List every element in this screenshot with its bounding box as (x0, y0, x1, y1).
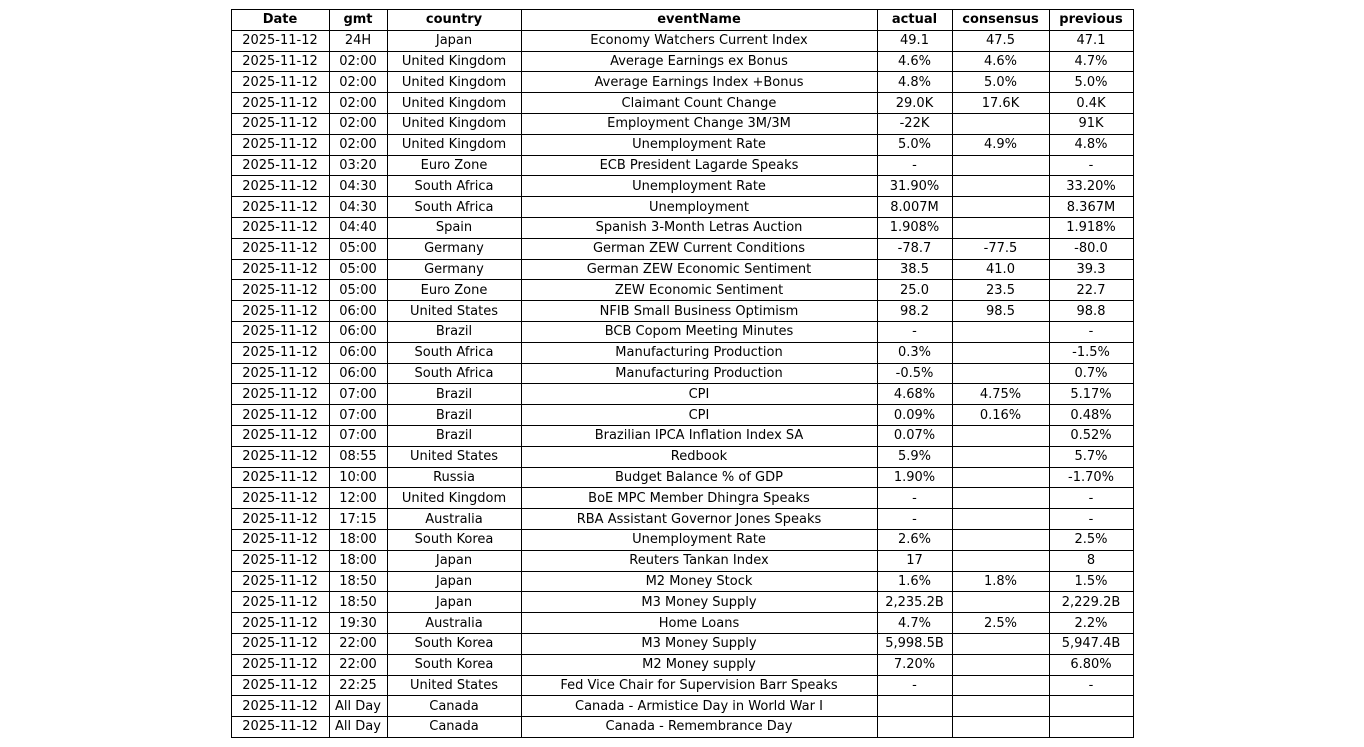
cell-country: United Kingdom (387, 488, 521, 509)
cell-date: 2025-11-12 (231, 717, 329, 738)
cell-consensus: 47.5 (952, 30, 1049, 51)
cell-event-name: Employment Change 3M/3M (521, 113, 877, 134)
cell-previous: 0.52% (1049, 425, 1133, 446)
cell-actual: 25.0 (877, 280, 952, 301)
cell-actual: 29.0K (877, 93, 952, 114)
table-row (231, 717, 1133, 738)
cell-previous: 5.0% (1049, 72, 1133, 93)
cell-actual: - (877, 675, 952, 696)
cell-date: 2025-11-12 (231, 134, 329, 155)
table-body (231, 30, 1133, 737)
cell-previous: 5.7% (1049, 446, 1133, 467)
cell-consensus (952, 321, 1049, 342)
cell-country: United Kingdom (387, 134, 521, 155)
cell-event-name: Fed Vice Chair for Supervision Barr Speaks (521, 675, 877, 696)
cell-consensus: 23.5 (952, 280, 1049, 301)
cell-event-name: Average Earnings ex Bonus (521, 51, 877, 72)
cell-gmt: 03:20 (329, 155, 387, 176)
cell-previous: 39.3 (1049, 259, 1133, 280)
table-row (231, 446, 1133, 467)
cell-gmt: 05:00 (329, 259, 387, 280)
cell-country: Brazil (387, 425, 521, 446)
table-row (231, 217, 1133, 238)
cell-consensus (952, 529, 1049, 550)
cell-event-name: Manufacturing Production (521, 342, 877, 363)
cell-consensus: 5.0% (952, 72, 1049, 93)
cell-consensus (952, 425, 1049, 446)
cell-consensus (952, 342, 1049, 363)
cell-gmt: 18:50 (329, 571, 387, 592)
table-row (231, 197, 1133, 218)
cell-date: 2025-11-12 (231, 30, 329, 51)
cell-date: 2025-11-12 (231, 176, 329, 197)
cell-country: Japan (387, 571, 521, 592)
table-row (231, 363, 1133, 384)
cell-gmt: 06:00 (329, 321, 387, 342)
cell-event-name: Unemployment (521, 197, 877, 218)
cell-gmt: 06:00 (329, 342, 387, 363)
cell-actual: 49.1 (877, 30, 952, 51)
table-row (231, 113, 1133, 134)
table-row (231, 30, 1133, 51)
cell-date: 2025-11-12 (231, 550, 329, 571)
cell-actual: - (877, 321, 952, 342)
cell-consensus (952, 446, 1049, 467)
cell-consensus: 98.5 (952, 301, 1049, 322)
cell-date: 2025-11-12 (231, 384, 329, 405)
cell-gmt: 07:00 (329, 425, 387, 446)
cell-consensus (952, 363, 1049, 384)
cell-country: United States (387, 675, 521, 696)
cell-previous: 5.17% (1049, 384, 1133, 405)
table-row (231, 488, 1133, 509)
table-row (231, 321, 1133, 342)
cell-event-name: Brazilian IPCA Inflation Index SA (521, 425, 877, 446)
cell-event-name: M3 Money Supply (521, 592, 877, 613)
table-row (231, 176, 1133, 197)
cell-actual: 4.7% (877, 613, 952, 634)
cell-previous: - (1049, 509, 1133, 530)
cell-actual: 4.6% (877, 51, 952, 72)
cell-actual: - (877, 488, 952, 509)
cell-event-name: Redbook (521, 446, 877, 467)
table-row (231, 134, 1133, 155)
cell-date: 2025-11-12 (231, 425, 329, 446)
cell-previous: 98.8 (1049, 301, 1133, 322)
economic-calendar-table (231, 9, 1134, 738)
cell-previous: 91K (1049, 113, 1133, 134)
cell-date: 2025-11-12 (231, 301, 329, 322)
cell-date: 2025-11-12 (231, 259, 329, 280)
cell-gmt: 07:00 (329, 384, 387, 405)
column-header-actual: actual (877, 10, 952, 31)
cell-consensus (952, 113, 1049, 134)
cell-actual: 4.68% (877, 384, 952, 405)
cell-previous: 47.1 (1049, 30, 1133, 51)
cell-country: Canada (387, 717, 521, 738)
cell-previous: - (1049, 155, 1133, 176)
cell-gmt: 04:30 (329, 176, 387, 197)
cell-country: Germany (387, 259, 521, 280)
cell-actual (877, 717, 952, 738)
cell-consensus (952, 197, 1049, 218)
cell-country: United Kingdom (387, 93, 521, 114)
column-header-event-name: eventName (521, 10, 877, 31)
cell-event-name: NFIB Small Business Optimism (521, 301, 877, 322)
cell-country: Russia (387, 467, 521, 488)
cell-country: Australia (387, 509, 521, 530)
cell-previous: 6.80% (1049, 654, 1133, 675)
cell-country: Japan (387, 592, 521, 613)
cell-gmt: 02:00 (329, 51, 387, 72)
cell-consensus: 2.5% (952, 613, 1049, 634)
cell-event-name: Spanish 3-Month Letras Auction (521, 217, 877, 238)
cell-gmt: 02:00 (329, 113, 387, 134)
cell-gmt: 02:00 (329, 93, 387, 114)
table-row (231, 405, 1133, 426)
cell-consensus: 1.8% (952, 571, 1049, 592)
cell-consensus (952, 509, 1049, 530)
cell-event-name: Canada - Armistice Day in World War I (521, 696, 877, 717)
cell-actual: 2,235.2B (877, 592, 952, 613)
cell-country: Japan (387, 30, 521, 51)
cell-consensus (952, 155, 1049, 176)
table-header-row (231, 10, 1133, 31)
cell-country: South Korea (387, 633, 521, 654)
cell-previous: -1.70% (1049, 467, 1133, 488)
cell-date: 2025-11-12 (231, 633, 329, 654)
cell-consensus (952, 467, 1049, 488)
cell-event-name: M3 Money Supply (521, 633, 877, 654)
cell-actual: 0.09% (877, 405, 952, 426)
cell-consensus: 17.6K (952, 93, 1049, 114)
cell-country: Brazil (387, 384, 521, 405)
cell-previous: - (1049, 321, 1133, 342)
cell-gmt: 22:25 (329, 675, 387, 696)
cell-previous: 2.5% (1049, 529, 1133, 550)
cell-country: Euro Zone (387, 155, 521, 176)
cell-actual: 31.90% (877, 176, 952, 197)
cell-event-name: CPI (521, 405, 877, 426)
cell-date: 2025-11-12 (231, 571, 329, 592)
cell-gmt: 04:40 (329, 217, 387, 238)
table-row (231, 529, 1133, 550)
cell-consensus (952, 217, 1049, 238)
cell-date: 2025-11-12 (231, 155, 329, 176)
cell-date: 2025-11-12 (231, 613, 329, 634)
cell-previous: 8.367M (1049, 197, 1133, 218)
cell-gmt: 19:30 (329, 613, 387, 634)
cell-date: 2025-11-12 (231, 197, 329, 218)
cell-event-name: Manufacturing Production (521, 363, 877, 384)
table-row (231, 633, 1133, 654)
cell-previous: 33.20% (1049, 176, 1133, 197)
table-row (231, 571, 1133, 592)
cell-country: South Korea (387, 654, 521, 675)
cell-country: United Kingdom (387, 51, 521, 72)
table-row (231, 51, 1133, 72)
cell-gmt: 17:15 (329, 509, 387, 530)
table-row (231, 696, 1133, 717)
cell-consensus (952, 488, 1049, 509)
cell-gmt: 18:00 (329, 529, 387, 550)
cell-gmt: 10:00 (329, 467, 387, 488)
cell-previous: 0.48% (1049, 405, 1133, 426)
cell-actual: 0.3% (877, 342, 952, 363)
cell-date: 2025-11-12 (231, 280, 329, 301)
table-row (231, 550, 1133, 571)
cell-event-name: Home Loans (521, 613, 877, 634)
cell-country: United States (387, 446, 521, 467)
cell-event-name: Unemployment Rate (521, 134, 877, 155)
cell-previous: 1.918% (1049, 217, 1133, 238)
cell-previous: 5,947.4B (1049, 633, 1133, 654)
cell-actual: 5,998.5B (877, 633, 952, 654)
table-row (231, 280, 1133, 301)
cell-date: 2025-11-12 (231, 113, 329, 134)
cell-event-name: CPI (521, 384, 877, 405)
cell-gmt: 05:00 (329, 280, 387, 301)
cell-gmt: 06:00 (329, 301, 387, 322)
table-row (231, 467, 1133, 488)
cell-actual: - (877, 155, 952, 176)
cell-event-name: BCB Copom Meeting Minutes (521, 321, 877, 342)
cell-event-name: Canada - Remembrance Day (521, 717, 877, 738)
cell-actual: 5.9% (877, 446, 952, 467)
cell-actual: -22K (877, 113, 952, 134)
cell-country: Euro Zone (387, 280, 521, 301)
cell-actual: 1.6% (877, 571, 952, 592)
cell-date: 2025-11-12 (231, 405, 329, 426)
cell-event-name: M2 Money supply (521, 654, 877, 675)
cell-gmt: 04:30 (329, 197, 387, 218)
cell-actual: 7.20% (877, 654, 952, 675)
cell-consensus: 41.0 (952, 259, 1049, 280)
cell-actual: 2.6% (877, 529, 952, 550)
cell-event-name: German ZEW Economic Sentiment (521, 259, 877, 280)
cell-actual: -0.5% (877, 363, 952, 384)
table-row (231, 675, 1133, 696)
cell-previous: 8 (1049, 550, 1133, 571)
cell-event-name: M2 Money Stock (521, 571, 877, 592)
cell-actual: 38.5 (877, 259, 952, 280)
cell-actual: - (877, 509, 952, 530)
table-row (231, 93, 1133, 114)
table-row (231, 384, 1133, 405)
cell-previous: 4.7% (1049, 51, 1133, 72)
cell-country: South Africa (387, 176, 521, 197)
table-row (231, 592, 1133, 613)
cell-consensus (952, 654, 1049, 675)
cell-gmt: 22:00 (329, 633, 387, 654)
cell-previous: 22.7 (1049, 280, 1133, 301)
cell-gmt: 06:00 (329, 363, 387, 384)
cell-previous: 0.7% (1049, 363, 1133, 384)
cell-event-name: ECB President Lagarde Speaks (521, 155, 877, 176)
cell-previous: -80.0 (1049, 238, 1133, 259)
column-header-previous: previous (1049, 10, 1133, 31)
cell-event-name: BoE MPC Member Dhingra Speaks (521, 488, 877, 509)
cell-consensus: 4.75% (952, 384, 1049, 405)
table-row (231, 342, 1133, 363)
cell-actual: 0.07% (877, 425, 952, 446)
cell-date: 2025-11-12 (231, 217, 329, 238)
cell-event-name: Budget Balance % of GDP (521, 467, 877, 488)
cell-actual (877, 696, 952, 717)
cell-country: Germany (387, 238, 521, 259)
cell-gmt: 18:00 (329, 550, 387, 571)
cell-country: Brazil (387, 405, 521, 426)
cell-gmt: 02:00 (329, 134, 387, 155)
cell-date: 2025-11-12 (231, 363, 329, 384)
cell-actual: -78.7 (877, 238, 952, 259)
column-header-date: Date (231, 10, 329, 31)
cell-previous: 4.8% (1049, 134, 1133, 155)
cell-previous: 2,229.2B (1049, 592, 1133, 613)
table-row (231, 238, 1133, 259)
cell-event-name: Average Earnings Index +Bonus (521, 72, 877, 93)
column-header-consensus: consensus (952, 10, 1049, 31)
table-row (231, 509, 1133, 530)
cell-date: 2025-11-12 (231, 675, 329, 696)
cell-country: Brazil (387, 321, 521, 342)
cell-gmt: 24H (329, 30, 387, 51)
cell-date: 2025-11-12 (231, 93, 329, 114)
cell-event-name: Economy Watchers Current Index (521, 30, 877, 51)
cell-event-name: Claimant Count Change (521, 93, 877, 114)
cell-consensus: 4.6% (952, 51, 1049, 72)
cell-previous: 2.2% (1049, 613, 1133, 634)
cell-date: 2025-11-12 (231, 72, 329, 93)
cell-date: 2025-11-12 (231, 696, 329, 717)
cell-consensus (952, 633, 1049, 654)
table-row (231, 613, 1133, 634)
cell-date: 2025-11-12 (231, 654, 329, 675)
table-row (231, 425, 1133, 446)
cell-gmt: 08:55 (329, 446, 387, 467)
cell-country: South Korea (387, 529, 521, 550)
cell-previous: -1.5% (1049, 342, 1133, 363)
cell-actual: 5.0% (877, 134, 952, 155)
cell-consensus (952, 176, 1049, 197)
cell-event-name: ZEW Economic Sentiment (521, 280, 877, 301)
cell-previous (1049, 696, 1133, 717)
cell-actual: 98.2 (877, 301, 952, 322)
cell-country: United States (387, 301, 521, 322)
cell-gmt: 05:00 (329, 238, 387, 259)
cell-consensus (952, 717, 1049, 738)
cell-previous (1049, 717, 1133, 738)
cell-event-name: Reuters Tankan Index (521, 550, 877, 571)
cell-date: 2025-11-12 (231, 51, 329, 72)
cell-actual: 8.007M (877, 197, 952, 218)
cell-country: South Africa (387, 342, 521, 363)
cell-date: 2025-11-12 (231, 342, 329, 363)
table-row (231, 654, 1133, 675)
cell-actual: 1.90% (877, 467, 952, 488)
cell-event-name: Unemployment Rate (521, 176, 877, 197)
cell-country: Japan (387, 550, 521, 571)
cell-date: 2025-11-12 (231, 467, 329, 488)
cell-country: United Kingdom (387, 72, 521, 93)
cell-date: 2025-11-12 (231, 446, 329, 467)
cell-gmt: 18:50 (329, 592, 387, 613)
cell-previous: - (1049, 675, 1133, 696)
cell-actual: 17 (877, 550, 952, 571)
cell-date: 2025-11-12 (231, 592, 329, 613)
cell-consensus: 0.16% (952, 405, 1049, 426)
cell-previous: 0.4K (1049, 93, 1133, 114)
cell-actual: 4.8% (877, 72, 952, 93)
cell-previous: - (1049, 488, 1133, 509)
cell-country: Spain (387, 217, 521, 238)
cell-country: Canada (387, 696, 521, 717)
cell-event-name: German ZEW Current Conditions (521, 238, 877, 259)
cell-gmt: All Day (329, 717, 387, 738)
table-row (231, 259, 1133, 280)
cell-consensus (952, 550, 1049, 571)
cell-gmt: 12:00 (329, 488, 387, 509)
cell-consensus (952, 592, 1049, 613)
cell-date: 2025-11-12 (231, 238, 329, 259)
cell-country: South Africa (387, 363, 521, 384)
cell-date: 2025-11-12 (231, 509, 329, 530)
cell-date: 2025-11-12 (231, 321, 329, 342)
cell-consensus (952, 675, 1049, 696)
column-header-country: country (387, 10, 521, 31)
cell-country: South Africa (387, 197, 521, 218)
cell-country: Australia (387, 613, 521, 634)
cell-country: United Kingdom (387, 113, 521, 134)
cell-previous: 1.5% (1049, 571, 1133, 592)
cell-gmt: 07:00 (329, 405, 387, 426)
cell-consensus (952, 696, 1049, 717)
column-header-gmt: gmt (329, 10, 387, 31)
cell-consensus: 4.9% (952, 134, 1049, 155)
table-row (231, 155, 1133, 176)
cell-gmt: 02:00 (329, 72, 387, 93)
cell-date: 2025-11-12 (231, 529, 329, 550)
cell-date: 2025-11-12 (231, 488, 329, 509)
table-row (231, 72, 1133, 93)
cell-gmt: All Day (329, 696, 387, 717)
cell-actual: 1.908% (877, 217, 952, 238)
table-row (231, 301, 1133, 322)
cell-gmt: 22:00 (329, 654, 387, 675)
cell-event-name: Unemployment Rate (521, 529, 877, 550)
cell-event-name: RBA Assistant Governor Jones Speaks (521, 509, 877, 530)
cell-consensus: -77.5 (952, 238, 1049, 259)
